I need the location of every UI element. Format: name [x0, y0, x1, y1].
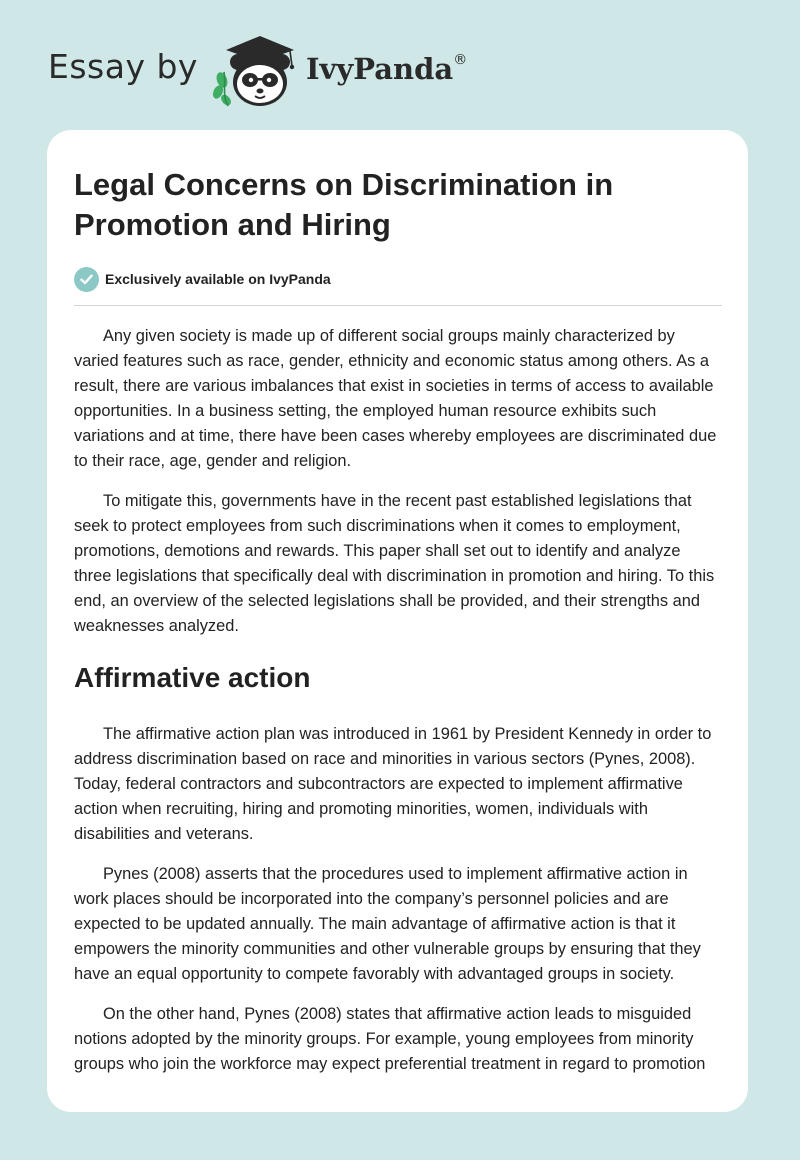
- essay-by-label: Essay by: [48, 46, 198, 86]
- paragraph: Any given society is made up of different social groups mainly characterized by varied features such as race, gender, ethnicity and economic status among others. As a result, there are various imbalances that exist in societies in terms of access to available opportunities. In a business setting, the employed human resource exhibits such variations and at time, there have been cases whereby employees are discriminated due to their race, age, gender and religion.: [74, 327, 717, 470]
- divider: [74, 305, 722, 306]
- brand-name[interactable]: [306, 52, 467, 86]
- paragraph: On the other hand, Pynes (2008) states that affirmative action leads to misguided notions adopted by the minority groups. For example, young employees from minority groups who join the workforce may expect preferential treatment in regard to promotion: [74, 1005, 706, 1073]
- registered-mark: ®: [453, 52, 468, 69]
- section-heading: Affirmative action: [74, 662, 311, 693]
- exclusive-badge-label: Exclusively available on IvyPanda: [105, 271, 331, 287]
- exclusive-badge: [74, 265, 722, 293]
- paragraph: The affirmative action plan was introduced in 1961 by President Kennedy in order to address discrimination based on race and minorities in various sectors (Pynes, 2008). Today, federal contractors and subcontractors are expected to implement affirmative action when recruiting, hiring and promoting minorities, women, individuals with disabilities and veterans.: [74, 725, 712, 843]
- paragraph: To mitigate this, governments have in the recent past established legislations that seek to protect employees from such discriminations when it comes to employment, promotions, demotions and rewards. This paper shall set out to identify and analyze three legislations that specifically deal with discrimination in promotion and hiring. To this end, an overview of the selected legislations shall be provided, and their strengths and weaknesses analyzed.: [74, 492, 715, 635]
- brand-name-text: IvyPanda: [305, 52, 454, 86]
- essay-card: [47, 130, 748, 1112]
- page-title: Legal Concerns on Discrimination in Promotion and Hiring: [74, 167, 614, 242]
- panda-graduate-logo-icon[interactable]: [212, 30, 302, 110]
- paragraph: Pynes (2008) asserts that the procedures used to implement affirmative action in work places should be incorporated into the company’s personnel policies and are expected to be updated annually. The main advantage of affirmative action is that it empowers the minority communities and other vulnerable groups by ensuring that they have an equal opportunity to compete favorably with advantaged groups in society.: [74, 865, 701, 983]
- check-circle-icon: [74, 267, 99, 292]
- site-header: [48, 30, 467, 110]
